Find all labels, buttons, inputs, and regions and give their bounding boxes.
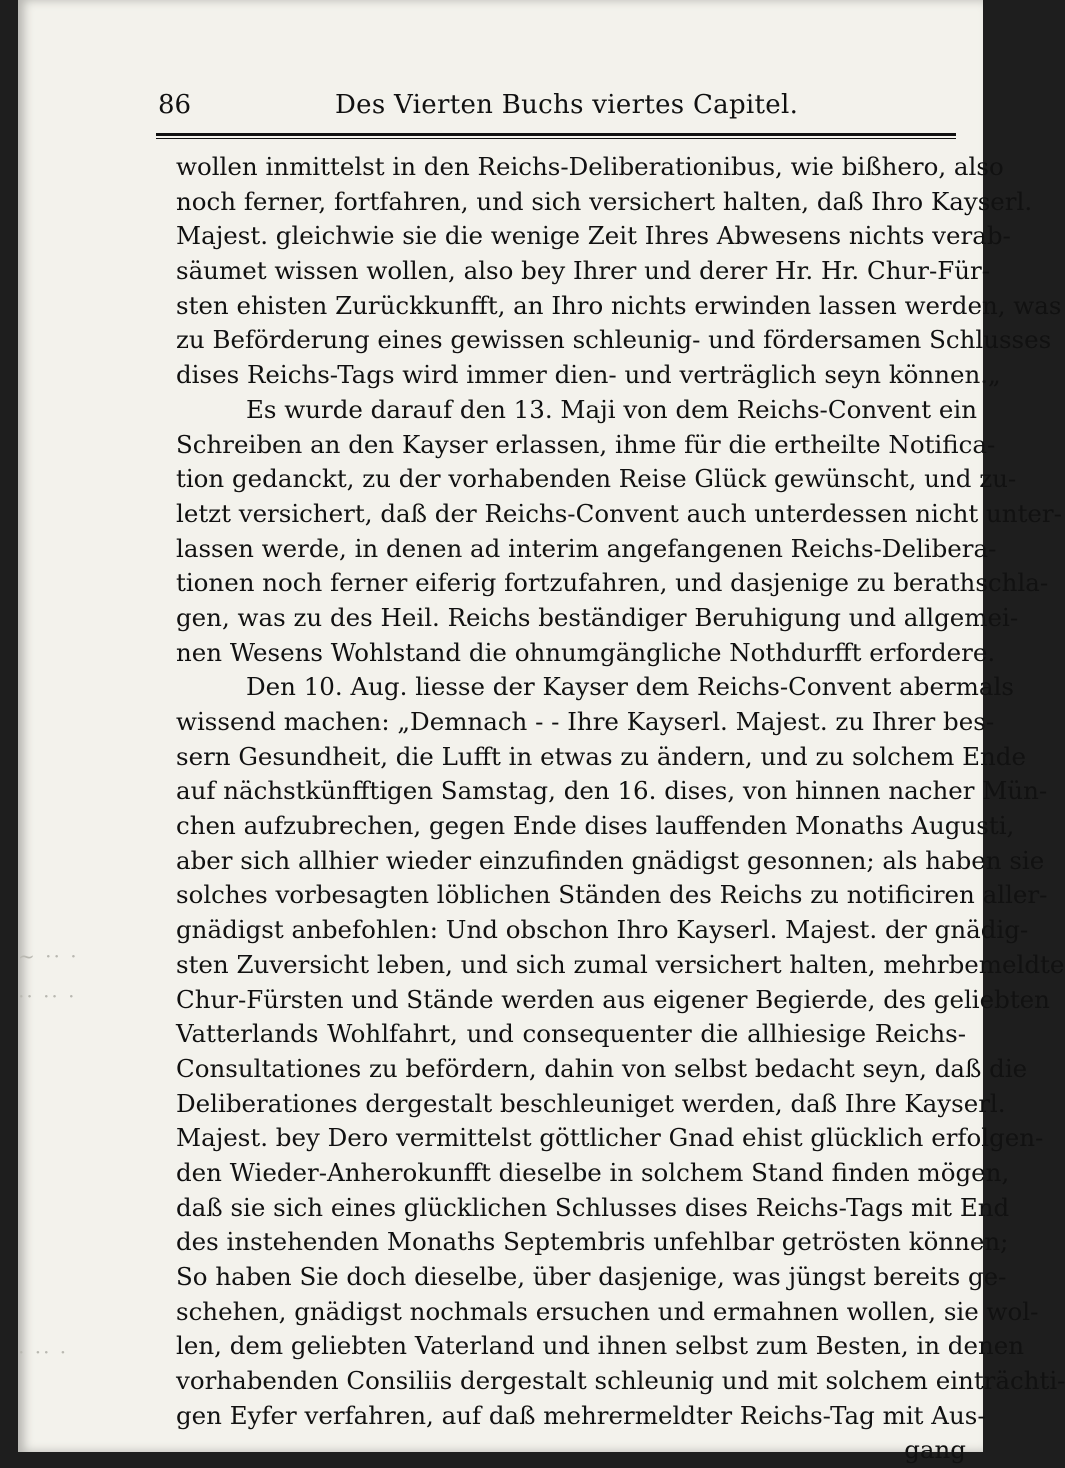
text-line: nen Wesens Wohlstand die ohnumgängliche Nothdurfft erfordere. <box>176 637 996 667</box>
text-line: Es wurde darauf den 13. Maji von dem Reichs-Convent ein <box>246 394 977 424</box>
text-line: Majest. gleichwie sie die wenige Zeit Ihres Abwesens nichts verab- <box>176 221 1011 251</box>
page-header <box>150 86 960 132</box>
text-line: säumet wissen wollen, also bey Ihrer und derer Hr. Hr. Chur-Für- <box>176 256 991 286</box>
text-line: des instehenden Monaths Septembris unfehlbar getrösten können; <box>176 1227 1009 1257</box>
text-line: gen Eyfer verfahren, auf daß mehrermeldter Reichs-Tag mit Aus- <box>176 1400 986 1430</box>
text-line: lassen werde, in denen ad interim angefangenen Reichs-Delibera- <box>176 533 997 563</box>
text-line: auf nächstkünfftigen Samstag, den 16. dises, von hinnen nacher Mün- <box>176 776 1048 806</box>
text-line: zu Beförderung eines gewissen schleunig- und fördersamen Schlusses <box>176 325 1052 355</box>
header-rule <box>156 133 956 139</box>
text-line: chen aufzubrechen, gegen Ende dises lauffenden Monaths Augusti, <box>176 811 1015 841</box>
text-line: sten Zuversicht leben, und sich zumal versichert halten, mehrbemeldte <box>176 949 1065 979</box>
text-line: Schreiben an den Kayser erlassen, ihme für die ertheilte Notifica- <box>176 429 996 459</box>
text-line: Chur-Fürsten und Stände werden aus eigener Begierde, des geliebten <box>176 984 1050 1014</box>
show-through-mark: · ·· · <box>18 1340 69 1364</box>
text-line: gnädigst anbefohlen: Und obschon Ihro Kayserl. Majest. der gnädig- <box>176 915 1029 945</box>
text-line: len, dem geliebten Vaterland und ihnen selbst zum Besten, in denen <box>176 1331 1025 1361</box>
text-line: letzt versichert, daß der Reichs-Convent auch unterdessen nicht unter- <box>176 498 1062 528</box>
text-line: aber sich allhier wieder einzufinden gnädigst gesonnen; als haben sie <box>176 845 1045 875</box>
page-number: 86 <box>158 90 192 120</box>
text-line: wissend machen: „Demnach - - Ihre Kayserl. Majest. zu Ihrer bes- <box>176 707 995 736</box>
text-line: sten ehisten Zurückkunfft, an Ihro nichts erwinden lassen werden, was <box>176 290 1062 320</box>
text-line: wollen inmittelst in den Reichs-Deliberationibus, wie bißhero, also <box>176 152 1004 181</box>
body-text <box>176 150 1065 1468</box>
text-line: solches vorbesagten löblichen Ständen des Reichs zu notificiren aller- <box>176 880 1048 910</box>
text-line: sern Gesundheit, die Lufft in etwas zu ändern, und zu solchem Ende <box>176 741 1026 771</box>
text-line: den Wieder-Anherokunfft dieselbe in solchem Stand finden mögen, <box>176 1157 1010 1187</box>
show-through-mark: ~ ·· · <box>18 944 79 968</box>
catchword: gang <box>904 1435 966 1465</box>
text-line: tion gedanckt, zu der vorhabenden Reise Glück gewünscht, und zu- <box>176 464 1017 494</box>
text-line: daß sie sich eines glücklichen Schlusses dises Reichs-Tags mit End <box>176 1192 1010 1222</box>
text-line: So haben Sie doch dieselbe, über dasjenige, was jüngst bereits ge- <box>176 1262 1007 1291</box>
text-line: vorhabenden Consiliis dergestalt schleunig und mit solchem einträchti- <box>176 1366 1065 1396</box>
text-line: Den 10. Aug. liesse der Kayser dem Reichs-Convent abermals <box>246 672 1014 702</box>
text-line: gen, was zu des Heil. Reichs beständiger Beruhigung und allgemei- <box>176 602 1019 632</box>
text-line: tionen noch ferner eiferig fortzufahren, und dasjenige zu berathschla- <box>176 568 1049 598</box>
text-line: Consultationes zu befördern, dahin von selbst bedacht seyn, daß die <box>176 1053 1028 1083</box>
text-line: schehen, gnädigst nochmals ersuchen und ermahnen wollen, sie wol- <box>176 1296 1039 1326</box>
text-line: Deliberationes dergestalt beschleuniget werden, daß Ihre Kayserl. <box>176 1088 1006 1118</box>
show-through-mark: ·· ·· · <box>18 984 77 1008</box>
text-line: noch ferner, fortfahren, und sich versichert halten, daß Ihro Kayserl. <box>176 186 1033 216</box>
text-line: dises Reichs-Tags wird immer dien- und verträglich seyn können.„ <box>176 360 1001 390</box>
text-line: Majest. bey Dero vermittelst göttlicher Gnad ehist glücklich erfolgen- <box>176 1123 1044 1153</box>
running-title: Des Vierten Buchs viertes Capitel. <box>335 90 799 120</box>
text-line: Vatterlands Wohlfahrt, und consequenter die allhiesige Reichs- <box>176 1019 966 1049</box>
